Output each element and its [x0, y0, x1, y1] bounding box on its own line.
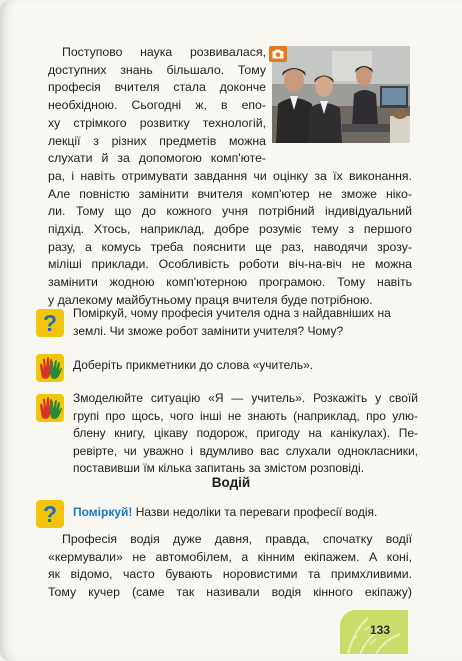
question-icon: ? [36, 309, 64, 337]
driver-line: «кермували» не автомобілем, а кінним екіпажем. А коні, [48, 549, 412, 564]
intro-line: Поступово наука розвивалася, [62, 45, 266, 59]
intro-line: ра, і навіть отримувати завдання чи оцінку за їх виконання. [48, 168, 412, 183]
question-icon: ? [36, 500, 64, 528]
hands-icon [36, 394, 64, 422]
intro-line: лекції з різних предметів можна [48, 133, 266, 148]
intro-line: підхід. Хтось, наприклад, добре розуміє тему з першого [48, 222, 412, 236]
intro-line: замінити жодною комп'ютерною програмою. Тому навіть [48, 275, 412, 290]
driver-line: Професія водія дуже давня, правда, спочатку водії [62, 532, 412, 546]
hands-icon [36, 354, 64, 382]
intro-line: професія вчителя стала доконче [48, 80, 266, 95]
intro-line: міліші приклади. Особливість роботи віч-на-віч не можна [48, 257, 412, 272]
intro-line: необхідною. Сьогодні ж, в епо- [48, 98, 266, 113]
think-label: Поміркуй! [73, 505, 133, 519]
intro-line: разу, а комусь треба пояснити ще раз, наводячи зрозу- [48, 239, 412, 254]
task-think-teacher: Поміркуй, чому професія учителя одна з найдавніших на землі. Чи зможе робот замінити учителя? Чому? [73, 306, 391, 338]
task-model-situation: Змоделюйте ситуацію «Я — учитель». Розкажіть у своїй групі про щось, чого інші не знають (наприклад, про улю- блену книгу, цікаву подорож, пригоду на канікулах). Пе- ревірте, чи уважно і вдумливо вас слухали однокласники, поставивши їм кілька запитань за змістом розповіді. [73, 391, 418, 475]
driver-line: Тому кучер (саме так називали водія кінного екіпажу) [48, 585, 412, 600]
intro-line: Але повністю замінити вчителя комп'ютер не зможе ніко- [48, 186, 412, 201]
intro-paragraph-cont [48, 168, 412, 310]
driver-line: як відомо, часто бувають норовистими та примхливими. [48, 567, 412, 582]
intro-line: ли. Тому що до кожного учня потрібний індивідуальний [48, 204, 412, 219]
intro-paragraph [48, 44, 266, 168]
intro-line: у далекому майбутньому праця вчителя буде потрібною. [48, 292, 373, 307]
intro-line: ху стрімкого розвитку технологій, [48, 115, 266, 130]
intro-line: слухати й за допомогою комп'юте- [48, 151, 266, 166]
section-title: Водій [211, 475, 251, 490]
page-number-badge [340, 610, 408, 654]
driver-paragraph [48, 531, 412, 602]
camera-icon [269, 46, 287, 62]
task-adjectives: Доберіть прикметники до слова «учитель». [73, 358, 314, 372]
task-think-driver: Поміркуй! Назви недоліки та переваги професії водія. [73, 505, 378, 519]
students-computer-photo [272, 46, 410, 143]
page-number: 133 [370, 623, 391, 637]
intro-line: доступних знань більшало. Тому [48, 62, 266, 77]
